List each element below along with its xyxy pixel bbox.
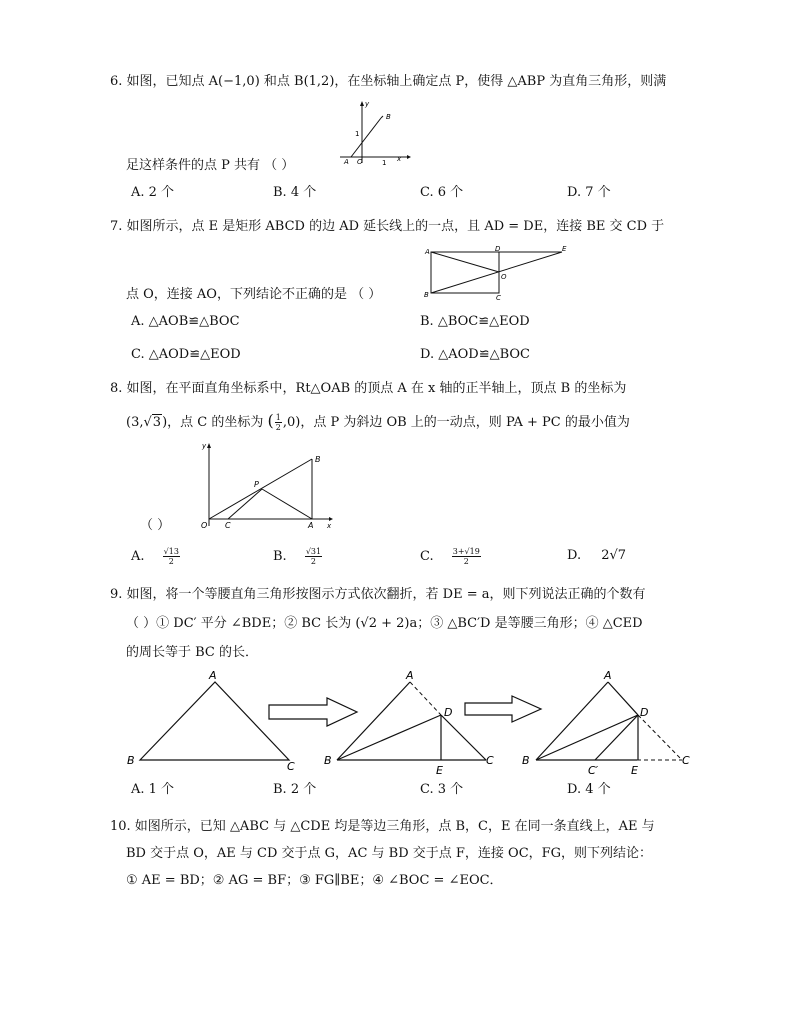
q7-fig-O: O [501,273,507,281]
q7-stem-line1: 7. 如图所示，点 E 是矩形 ABCD 的边 AD 延长线上的一点，且 AD = DE，连接 BE 交 CD 于 [110,219,665,234]
q7-fig-C: C [496,294,501,301]
q6-figure [335,98,415,168]
q8-fig-x: x [327,522,332,530]
q8-b-coord-post: )，点 C 的坐标为 [162,415,264,430]
q9-fig3-B: B [522,754,530,767]
q8-option-a[interactable]: A. $\frac{√13}{2}$ [131,547,179,566]
q7-option-b[interactable]: B. △BOC≌△EOD [420,314,530,329]
q9-figure [120,668,700,780]
q8-fig-y: y [202,442,207,450]
q6-option-b[interactable]: B. 4 个 [273,185,317,200]
q8-figure [195,440,340,532]
q6-stem-line1: 6. 如图，已知点 A(−1,0) 和点 B(1,2)，在坐标轴上确定点 P，使得 △ABP 为直角三角形，则满 [110,74,667,89]
q9-stem-line2: （ ）① DC′ 平分 ∠BDE；② BC 长为 (√2 + 2)a；③ △BC′D 是等腰三角形；④ △CED [126,616,643,631]
q9-fig1-B: B [127,754,135,767]
q9-fig3-E: E [631,764,638,777]
q8-fig-P: P [254,480,259,489]
q9-fig3-A: A [604,669,612,682]
q6-stem-line2: 足这样条件的点 P 共有 （ ） [126,158,295,173]
q9-arrow-1 [269,698,357,726]
q7-option-c[interactable]: C. △AOD≌△EOD [131,347,241,362]
q6-fig-A: A [344,158,349,166]
q6-option-c[interactable]: C. 6 个 [420,185,464,200]
q6-fig-y: y [365,100,370,108]
q7-fig-A: A [425,248,430,256]
q6-fig-x: x [397,155,402,163]
q9-option-a[interactable]: A. 1 个 [131,782,175,797]
q8-stem-line2: (3,√3)，点 C 的坐标为 ( $\frac{1}{2}$ ,0)，点 P 为斜边 OB 上的一动点，则 PA + PC 的最小值为 [126,411,630,432]
q7-fig-D: D [495,245,501,253]
q9-arrow-2 [465,696,541,722]
q7-figure [422,243,572,301]
q10-stem-line1: 10. 如图所示，已知 △ABC 与 △CDE 均是等边三角形，点 B，C，E 在同一条直线上，AE 与 [110,819,655,834]
q9-fig2-A: A [406,669,414,682]
q6-fig-1x: 1 [382,159,387,167]
q7-stem-line2: 点 O，连接 AO，下列结论不正确的是 （ ） [126,287,382,302]
q9-fig2-E: E [436,764,443,777]
q8-b-coord-root: 3 [152,415,162,430]
q6-option-d[interactable]: D. 7 个 [567,185,611,200]
q6-fig-B: B [386,113,391,121]
q10-stem-line2: BD 交于点 O，AE 与 CD 交于点 G，AC 与 BD 交于点 F，连接 OC，FG，则下列结论： [126,846,653,861]
q10-stem-line3: ① AE = BD；② AG = BF；③ FG∥BE；④ ∠BOC = ∠EOC． [126,873,503,888]
q8-option-b[interactable]: B. $\frac{√31}{2}$ [273,547,322,566]
q9-option-d[interactable]: D. 4 个 [567,782,611,797]
q8-option-c[interactable]: C. $\frac{3+√19}{2}$ [420,547,480,566]
q9-fig2-C: C [486,754,494,767]
q9-stem-line1: 9. 如图，将一个等腰直角三角形按图示方式依次翻折，若 DE = a，则下列说法正确的个数有 [110,587,646,602]
q8-stem-line1: 8. 如图，在平面直角坐标系中，Rt△OAB 的顶点 A 在 x 轴的正半轴上，顶点 B 的坐标为 [110,381,627,396]
q6-fig-O: O [357,158,363,166]
q9-option-c[interactable]: C. 3 个 [420,782,464,797]
q9-fig1-A: A [209,669,217,682]
q9-fig2-B: B [324,754,332,767]
q8-fig-C: C [225,521,231,530]
q8-stem-line3: （ ） [140,518,171,533]
q9-fig3-D: D [640,706,649,719]
q8-c-coord-post: ,0)，点 P 为斜边 OB 上的一动点，则 PA + PC 的最小值为 [282,415,630,430]
q9-fig1-C: C [287,760,295,773]
q9-stem-line3: 的周长等于 BC 的长． [126,645,259,660]
q7-option-a[interactable]: A. △AOB≌△BOC [131,314,240,329]
q7-fig-E: E [562,245,567,253]
q8-c-fraction: $\frac{1}{2}$ [275,413,281,432]
q6-option-a[interactable]: A. 2 个 [131,185,175,200]
q8-fig-B: B [315,455,321,464]
q7-fig-B: B [424,291,429,299]
q9-fig3-C: C [682,754,690,767]
q7-option-d[interactable]: D. △AOD≌△BOC [420,347,530,362]
q9-fig2-D: D [444,706,453,719]
q9-option-b[interactable]: B. 2 个 [273,782,317,797]
q9-fig3-Cprime: C′ [588,764,599,777]
q8-option-d[interactable]: D. 2√7 [567,548,627,563]
q8-fig-A: A [308,521,314,530]
q6-fig-1y: 1 [355,130,360,138]
q8-fig-O: O [201,521,208,530]
q8-b-coord-pre: (3, [126,415,144,430]
